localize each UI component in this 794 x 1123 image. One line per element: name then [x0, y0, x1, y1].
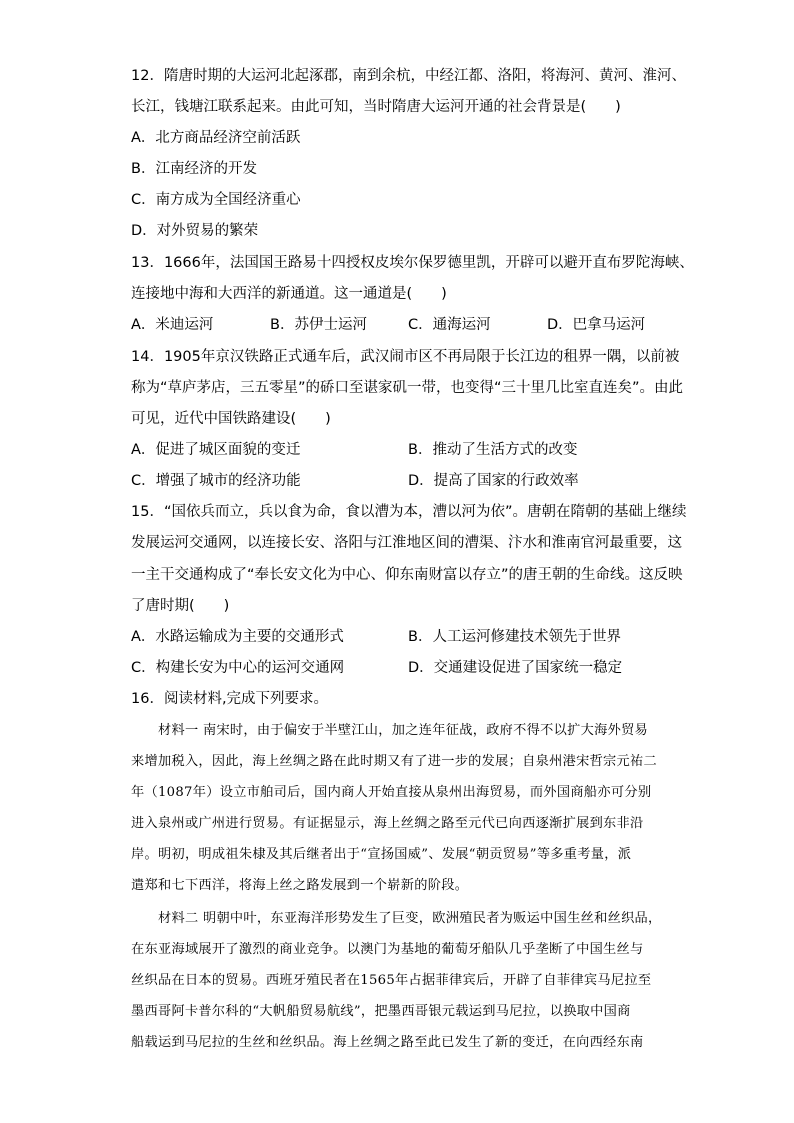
q12-option-c: C．南方成为全国经济重心: [131, 192, 301, 208]
q12-stem-line-1: 12．隋唐时期的大运河北起涿郡，南到余杭，中经江都、洛阳，将海河、黄河、淮河、: [131, 68, 686, 84]
material-two-line: 墨西哥阿卡普尔科的“大帆船贸易航线”，把墨西哥银元载运到马尼拉，以换取中国商: [131, 1004, 631, 1019]
q15-option-b: B．人工运河修建技术领先于世界: [408, 629, 621, 645]
q13-stem-line-1: 13．1666年，法国国王路易十四授权皮埃尔保罗德里凯，开辟可以避开直布罗陀海峡、: [131, 255, 694, 271]
q14-stem-line-2: 称为“草庐茅店，三五零星”的硚口至谌家矶一带，也变得“三十里几比室直连矣”。由此: [131, 380, 684, 396]
q14-option-d: D．提高了国家的行政效率: [408, 473, 579, 489]
material-one-line: 岸。明初，明成祖朱棣及其后继者出于“宣扬国威”、发展“朝贡贸易”等多重考量，派: [131, 847, 632, 862]
q14-stem-line-3: 可见，近代中国铁路建设( ): [131, 411, 331, 427]
q12-option-b: B．江南经济的开发: [131, 161, 257, 177]
q13-option-c: C．通海运河: [408, 317, 491, 333]
q14-stem-line-1: 14．1905年京汉铁路正式通车后，武汉闹市区不再局限于长江边的租界一隅，以前被: [131, 349, 680, 365]
material-one-line: 遣郑和七下西洋，将海上丝之路发展到一个崭新的阶段。: [131, 878, 469, 893]
q12-option-a: A．北方商品经济空前活跃: [131, 130, 301, 146]
q14-option-b: B．推动了生活方式的改变: [408, 442, 578, 458]
q13-stem-line-2: 连接地中海和大西洋的新通道。这一通道是( ): [131, 286, 447, 302]
q15-stem-line-4: 了唐时期( ): [131, 598, 230, 614]
q16-stem: 16．阅读材料,完成下列要求。: [131, 691, 329, 707]
q12-stem-line-2: 长江，钱塘江联系起来。由此可知，当时隋唐大运河开通的社会背景是( ): [131, 99, 621, 115]
q14-option-c: C．增强了城市的经济功能: [131, 473, 301, 489]
material-one-line: 进入泉州或广州进行贸易。有证据显示，海上丝绸之路至元代已向西逐渐扩展到东非沿: [131, 816, 644, 831]
q13-option-a: A．米迪运河: [131, 317, 214, 333]
material-two-line: 在东亚海域展开了激烈的商业竞争。以澳门为基地的葡萄牙船队几乎垄断了中国生丝与: [131, 942, 644, 957]
material-one-line: 来增加税入，因此，海上丝绸之路在此时期又有了进一步的发展；自泉州港宋哲宗元祐二: [131, 754, 658, 769]
q13-option-d: D．巴拿马运河: [547, 317, 646, 333]
q12-option-d: D．对外贸易的繁荣: [131, 223, 259, 239]
q13-option-b: B．苏伊士运河: [270, 317, 367, 333]
material-two-line: 船载运到马尼拉的生丝和丝织品。海上丝绸之路至此已发生了新的变迁，在向西经东南: [131, 1035, 644, 1050]
material-two-line: 材料二 明朝中叶，东亚海洋形势发生了巨变，欧洲殖民者为贩运中国生丝和丝织品，: [158, 911, 662, 926]
q15-stem-line-1: 15．“国依兵而立，兵以食为命，食以漕为本，漕以河为依”。唐朝在隋朝的基础上继续: [131, 504, 687, 520]
q15-option-c: C．构建长安为中心的运河交通网: [131, 660, 345, 676]
q15-stem-line-3: 一主干交通构成了“奉长安文化为中心、仰东南财富以存立”的唐王朝的生命线。这反映: [131, 567, 683, 583]
q15-option-d: D．交通建设促进了国家统一稳定: [408, 660, 623, 676]
q15-stem-line-2: 发展运河交通网，以连接长安、洛阳与江淮地区间的漕渠、汴水和淮南官河最重要，这: [131, 535, 682, 551]
q15-option-a: A．水路运输成为主要的交通形式: [131, 629, 344, 645]
material-one-line: 年（1087年）设立市舶司后，国内商人开始直接从泉州出海贸易，而外国商船亦可分别: [131, 785, 652, 800]
material-one-line: 材料一 南宋时，由于偏安于半壁江山，加之连年征战，政府不得不以扩大海外贸易: [158, 723, 649, 738]
material-two-line: 丝织品在日本的贸易。西班牙殖民者在1565年占据菲律宾后，开辟了自菲律宾马尼拉至: [131, 973, 652, 988]
q14-option-a: A．促进了城区面貌的变迁: [131, 442, 301, 458]
